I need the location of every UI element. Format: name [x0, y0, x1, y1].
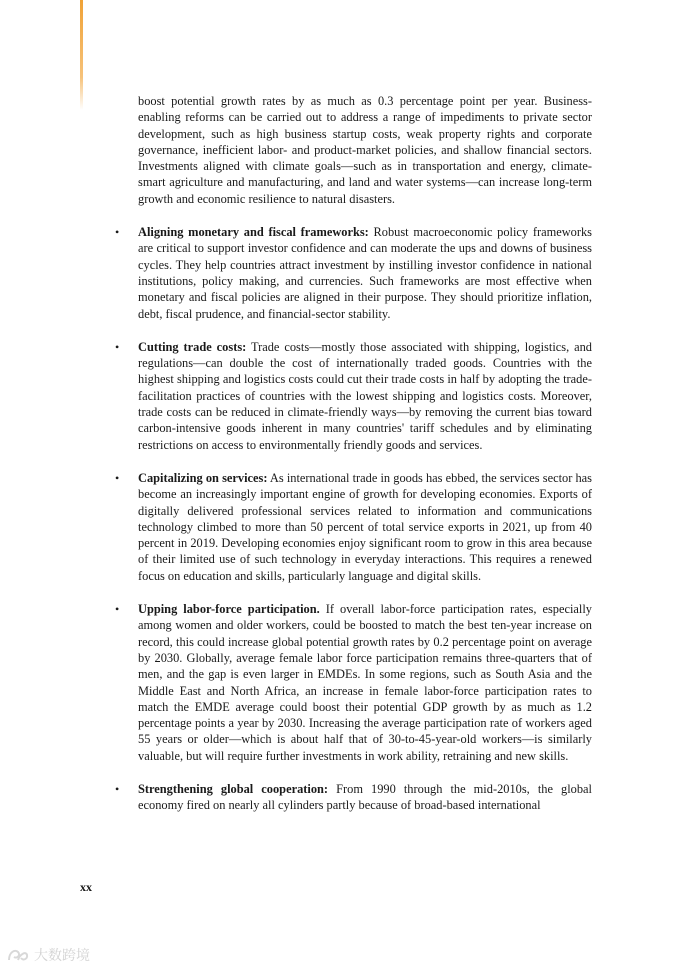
bullet-list [115, 224, 592, 814]
bullet-text: Robust macroeconomic policy frameworks are critical to support investor confidence and can moderate the ups and downs of business cycles. They help countries attract investment by instilling investor confidence in national institutions, policy making, and currencies. Such frameworks are most effective when monetary and fiscal policies are aligned in their purpose. They should prioritize inflation, debt, fiscal prudence, and financial-sector stability. [138, 225, 592, 321]
bullet-item-services [115, 470, 592, 584]
bullet-point-icon: • [115, 225, 120, 240]
watermark-logo-icon [6, 946, 30, 964]
bullet-text: From 1990 through the mid-2010s, the global economy fired on nearly all cylinders partly because of broad-based international [138, 781, 592, 813]
bullet-lead: Cutting trade costs: [138, 339, 247, 354]
bullet-point-icon: • [115, 781, 120, 796]
bullet-item-trade-costs [115, 339, 592, 453]
bullet-point-icon: • [115, 602, 120, 617]
bullet-item-global-cooperation [115, 781, 592, 814]
bullet-text: If overall labor-force participation rates, especially among women and older workers, could be boosted to match the best ten-year increase on record, this could increase global potential growth rates by 0.2 percentage point on average by 2030. Globally, average female labor force participation remains three-quarters that of men, and the gap is even larger in EMDEs. In some regions, such as South Asia and the Middle East and North Africa, an increase in female labor-force participation rates to match the EMDE average could boost their potential GDP growth by as much as 1.2 percentage points a year by 2030. Increasing the average participation rate of workers aged 55 years or older—which is about half that of 30-to-45-year-old workers—is similarly valuable, but will require further investments in work ability, retraining and new skills. [138, 602, 592, 763]
bullet-lead: Aligning monetary and fiscal frameworks: [138, 225, 369, 240]
intro-paragraph: boost potential growth rates by as much as 0.3 percentage point per year. Business-enabling reforms can be carried out to address a range of impediments to private sector development, such as high business startup costs, weak property rights and corporate governance, inefficient labor- and product-market policies, and shallow financial sectors. Investments aligned with climate goals—such as in transportation and energy, climate-smart agriculture and manufacturing, and land and water systems—can increase long-term growth and economic resilience to natural disasters. [138, 94, 592, 206]
bullet-point-icon: • [115, 339, 120, 354]
bullet-text: As international trade in goods has ebbed, the services sector has become an increasingly important engine of growth for developing economies. Exports of digitally delivered professional services related to information and communications technology climbed to more than 50 percent of total service exports in 2021, up from 40 percent in 2019. Developing economies enjoy significant room to grow in this area because of their limited use of such technology in everyday interactions. This requires a renewed focus on education and skills, particularly language and digital skills. [138, 470, 592, 583]
bullet-item-monetary-fiscal [115, 224, 592, 322]
watermark-text: 大数跨境 [34, 948, 90, 964]
bullet-item-labor-force [115, 601, 592, 764]
accent-bar [80, 0, 83, 110]
bullet-lead: Capitalizing on services: [138, 470, 268, 485]
page-number: xx [80, 880, 92, 894]
bullet-point-icon: • [115, 470, 120, 485]
bullet-lead: Strengthening global cooperation: [138, 781, 329, 796]
body-text [115, 93, 592, 814]
bullet-text: Trade costs—mostly those associated with shipping, logistics, and regulations—can double the cost of internationally traded goods. Countries with the highest shipping and logistics costs could cut their trade costs in half by adopting the trade-facilitation practices of countries with the lowest shipping and logistics costs. Moreover, trade costs can be reduced in climate-friendly ways—by removing the current bias toward carbon-intensive goods inherent in many countries' tariff schedules and by eliminating restrictions on access to environmentally friendly goods and services. [138, 339, 592, 452]
watermark [6, 944, 90, 966]
bullet-lead: Upping labor-force participation. [138, 602, 320, 617]
